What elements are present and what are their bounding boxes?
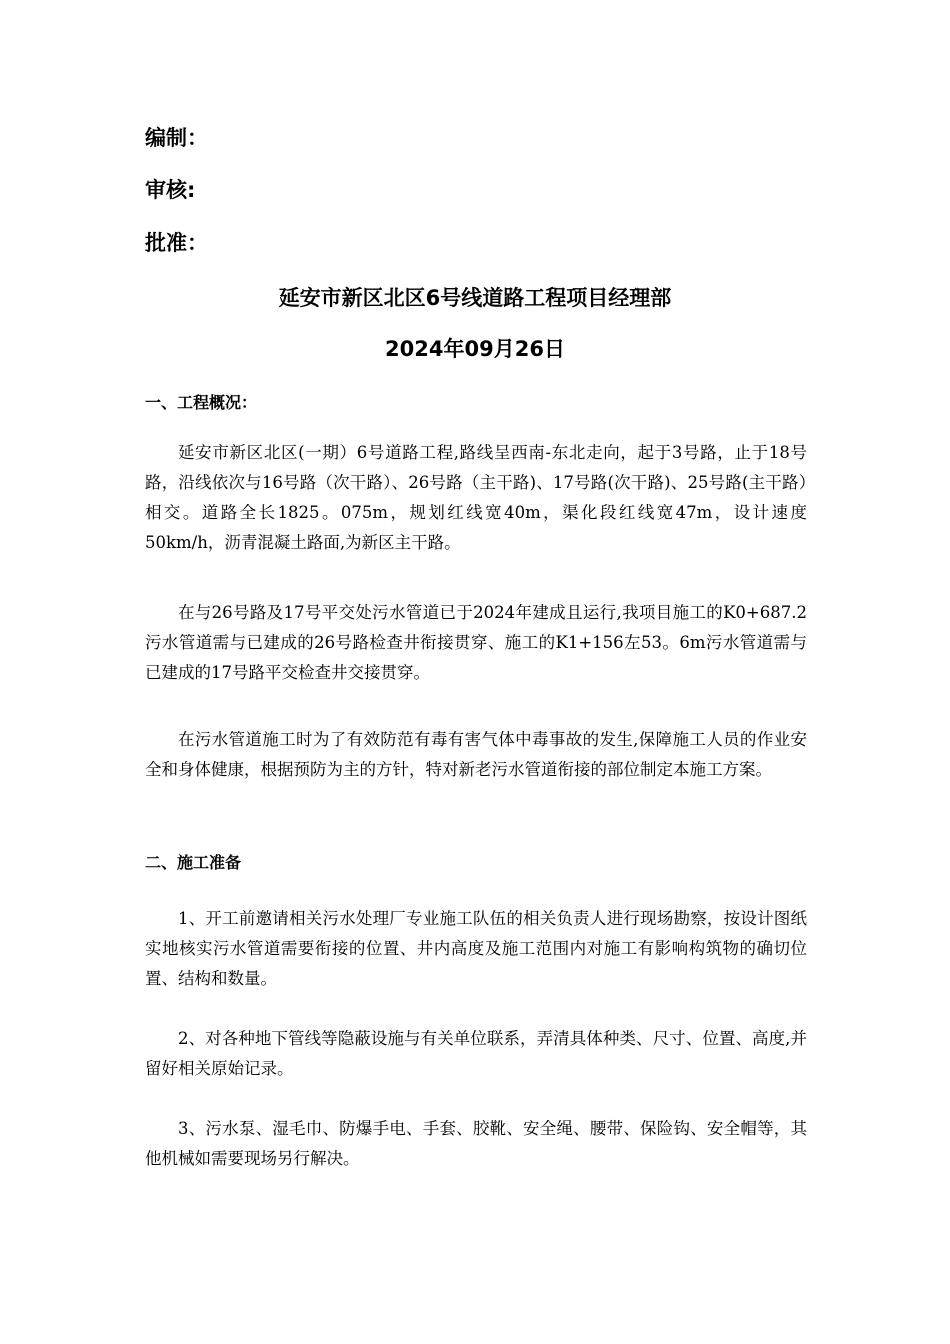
reviewed-by-label: 审核: [145, 178, 196, 202]
organization-title: 延安市新区北区6号线道路工程项目经理部 [278, 286, 672, 310]
compiled-by-label: 编制： [145, 126, 208, 150]
overview-paragraph-1: 延安市新区北区(一期）6号道路工程,路线呈西南-东北走向，起于3号路，止于18号路，沿线依次与16号路（次干路）、26号路（主干路)、17号路(次干路)、25号路(主干路）相交。道路全长1825。075m，规划红线宽40m，渠化段红线宽47m，设计速度50km/h，沥青混凝土路面,为新区主干路。 [145, 443, 807, 552]
preparation-item-2: 2、对各种地下管线等隐蔽设施与有关单位联系，弄清具体种类、尺寸、位置、高度,并留好相关原始记录。 [145, 1029, 807, 1078]
document-date: 2024年09月26日 [385, 337, 565, 361]
approved-by-label: 批准： [145, 231, 208, 255]
preparation-item-3: 3、污水泵、湿毛巾、防爆手电、手套、胶靴、安全绳、腰带、保险钩、安全帽等，其他机械如需要现场另行解决。 [145, 1119, 807, 1168]
overview-paragraph-2: 在与26号路及17号平交处污水管道已于2024年建成且运行,我项目施工的K0+687.2污水管道需与已建成的26号路检查井衔接贯穿、施工的K1+156左53。6m污水管道需与已建成的17号路平交检查井交接贯穿。 [145, 603, 807, 682]
section-title-overview: 一、工程概况： [145, 393, 258, 412]
section-title-preparation: 二、施工准备 [145, 853, 242, 872]
overview-paragraph-3: 在污水管道施工时为了有效防范有毒有害气体中毒事故的发生,保障施工人员的作业安全和身体健康，根据预防为主的方针，特对新老污水管道衔接的部位制定本施工方案。 [145, 730, 807, 779]
preparation-item-1: 1、开工前邀请相关污水处理厂专业施工队伍的相关负责人进行现场勘察，按设计图纸实地核实污水管道需要衔接的位置、井内高度及施工范围内对施工有影响构筑物的确切位置、结构和数量。 [145, 909, 807, 988]
